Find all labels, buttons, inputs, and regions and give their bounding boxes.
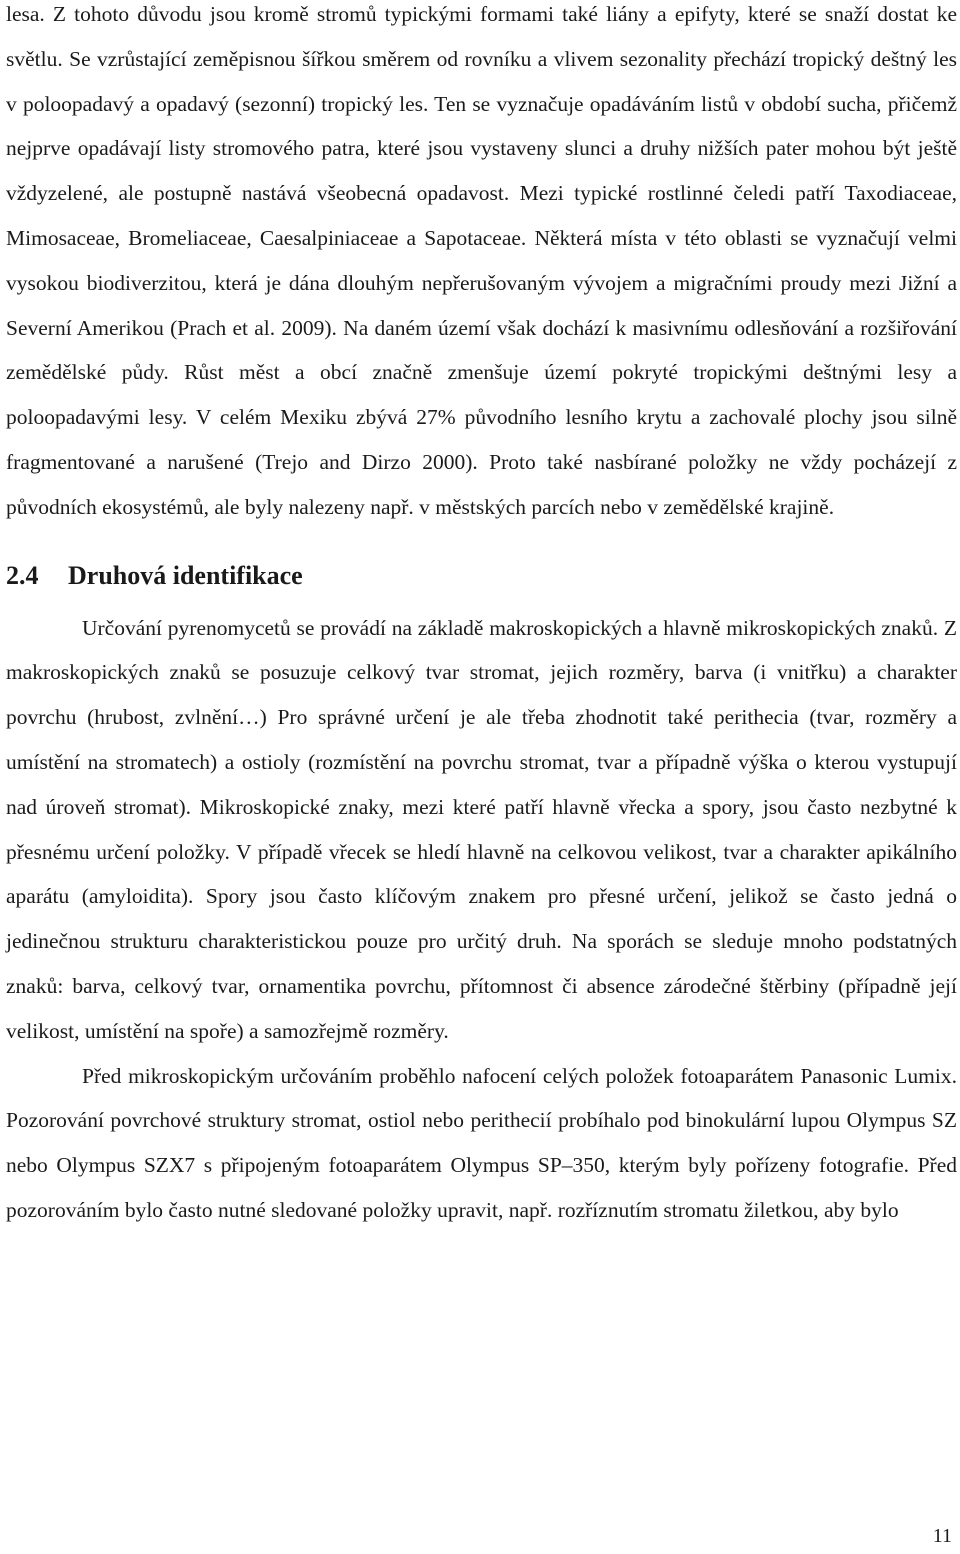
section-title: Druhová identifikace <box>68 560 303 590</box>
paragraph-photography: Před mikroskopickým určováním proběhlo nafocení celých položek fotoaparátem Panasonic Lumix. Pozorování povrchové struktury stromat, ostiol nebo perithecií probíhalo pod binokulární lupou Olympus SZ nebo Olympus SZX7 s připojeným fotoaparátem Olympus SP–350, kterým byly pořízeny fotografie. Před pozorováním bylo často nutné sledované položky upravit, např. rozříznutím stromatu žiletkou, aby bylo <box>6 1063 957 1222</box>
paragraph-identification: Určování pyrenomycetů se provádí na základě makroskopických a hlavně mikroskopických znaků. Z makroskopických znaků se posuzuje celkový tvar stromat, jejich rozměry, barva (i vnitřku) a charakter povrchu (hrubost, zvlnění…) Pro správné určení je ale třeba zhodnotit také perithecia (tvar, rozměry a umístění na stromatech) a ostioly (rozmístění na povrchu stromat, tvar a případně výška o kterou vystupují nad úroveň stromat). Mikroskopické znaky, mezi které patří hlavně vřecka a spory, jsou často nezbytné k přesnému určení položky. V případě vřecek se hledí hlavně na celkovou velikost, tvar a charakter apikálního aparátu (amyloidita). Spory jsou často klíčovým znakem pro přesné určení, jelikož se často jedná o jedinečnou strukturu charakteristickou pouze pro určitý druh. Na sporách se sleduje mnoho podstatných znaků: barva, celkový tvar, ornamentika povrchu, přítomnost či absence zárodečné štěrbiny (případně její velikost, umístění na spoře) a samozřejmě rozměry. <box>6 615 957 1043</box>
paragraph-continued: lesa. Z tohoto důvodu jsou kromě stromů typickými formami také liány a epifyty, které se snaží dostat ke světlu. Se vzrůstající zeměpisnou šířkou směrem od rovníku a vlivem sezonality přechází tropický deštný les v poloopadavý a opadavý (sezonní) tropický les. Ten se vyznačuje opadáváním listů v období sucha, přičemž nejprve opadávají listy stromového patra, které jsou vystaveny slunci a druhy nižších pater mohou být ještě vždyzelené, ale postupně nastává všeobecná opadavost. Mezi typické rostlinné čeledi patří Taxodiaceae, Mimosaceae, Bromeliaceae, Caesalpiniaceae a Sapotaceae. Některá místa v této oblasti se vyznačují velmi vysokou biodiverzitou, která je dána dlouhým nepřerušovaným vývojem a migračními proudy mezi Jižní a Severní Amerikou (Prach et al. 2009). Na daném území však dochází k masivnímu odlesňování a rozšiřování zemědělské půdy. Růst měst a obcí značně zmenšuje území pokryté tropickými deštnými lesy a poloopadavými lesy. V celém Mexiku zbývá 27% původního lesního krytu a zachovalé plochy jsou silně fragmentované a narušené (Trejo and Dirzo 2000). Proto také nasbírané položky ne vždy pocházejí z původních ekosystémů, ale byly nalezeny např. v městských parcích nebo v zemědělské krajině. <box>6 2 957 519</box>
document-page <box>6 0 957 1233</box>
section-heading <box>6 556 957 596</box>
page-number: 11 <box>932 1525 952 1547</box>
section-number: 2.4 <box>6 560 39 590</box>
